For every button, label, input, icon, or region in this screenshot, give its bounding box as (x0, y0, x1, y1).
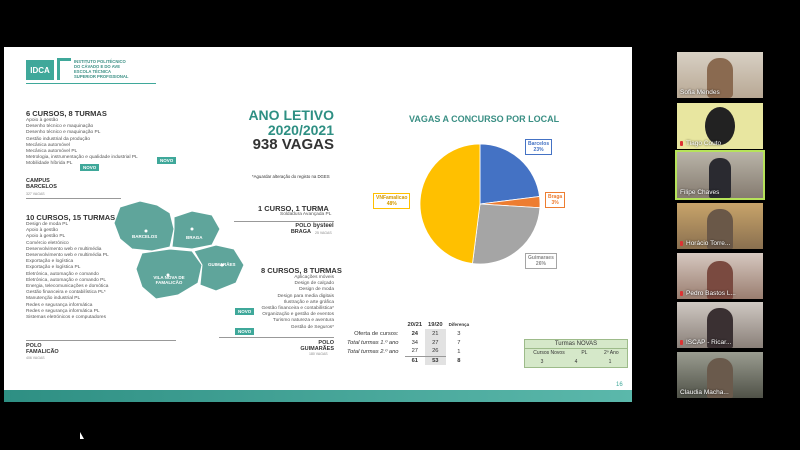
novas-header: PL (581, 350, 588, 356)
braga-course: Soldadura Avançada PL (280, 212, 332, 217)
stats-total-row (344, 356, 472, 365)
participant-tile-pedro[interactable] (677, 253, 763, 299)
title-note: *Aguardar alteração do registo na DGES (252, 174, 330, 179)
course-item: Aplicações móveis (294, 275, 334, 280)
turmas-novas-box (524, 339, 628, 368)
course-item: Apoio à gestão (26, 118, 59, 123)
novas-value: 4 (574, 359, 578, 365)
participant-name: ISCAP - Ricar... (686, 339, 732, 346)
participant-name: Tiago Couto (686, 140, 722, 147)
participant-name: Sofia Mendes (680, 89, 720, 96)
stats-row (344, 347, 472, 356)
turmas-novas-title: Turmas NOVAS (525, 340, 627, 349)
pie-label-pct: 23% (533, 147, 544, 153)
stats-cell: 7 (457, 339, 461, 346)
course-item: Organização e gestão de eventos (262, 312, 334, 318)
course-item: Energia, telecomunicações e domótica (26, 284, 109, 290)
novas-value: 3 (540, 359, 544, 365)
logo-line: DO CÁVADO E DO AVE (74, 64, 120, 69)
course-item: Sistemas eletrónicos e computadores (26, 315, 106, 321)
stats-header: 20/21 (407, 321, 423, 328)
course-item: Mobilidade híbrida PL (26, 161, 73, 167)
stats-cell: 24 (411, 330, 419, 337)
course-item: Desenho técnico e maquinação (26, 124, 94, 130)
map-region-barcelos (114, 201, 174, 251)
map-marker (191, 228, 194, 231)
course-item: Gestão financeira e contabilística* (261, 306, 334, 312)
course-item: Redes e segurança informática PL (26, 308, 100, 314)
course-item: Eletrónica, automação e comando PL (26, 277, 106, 283)
stats-cell: 8 (457, 357, 461, 364)
stats-label: Total turmas 1.º ano (347, 339, 399, 346)
muted-mic-icon (680, 340, 683, 345)
famalicao-course-list (26, 222, 109, 321)
polo-braga-vagas: 25 VAGAS (315, 231, 332, 235)
muted-mic-icon (680, 291, 683, 296)
course-item: Exportação e logística PL (26, 265, 81, 271)
course-item: Ilustração e arte gráfica (283, 299, 334, 305)
turmas-novas-headers (525, 349, 627, 358)
logo-line: INSTITUTO POLITÉCNICO (74, 59, 126, 64)
muted-mic-icon (680, 141, 683, 146)
slide-footer-bar (4, 390, 632, 402)
stats-label (344, 356, 405, 365)
course-item: Turismo natureza e aventura (272, 318, 334, 324)
course-item: Manutenção industrial PL (26, 296, 81, 302)
polo-famalicao-label: POLO FAMALICÃO (26, 343, 59, 355)
participant-tile-filipe[interactable] (677, 152, 763, 198)
course-item: Design de calçado (294, 281, 334, 287)
novo-badge: NOVO (157, 157, 176, 164)
region-map (112, 199, 247, 304)
pie-label-guimaraes (525, 253, 557, 269)
pie-label-braga (545, 192, 565, 208)
pie-label-name: VNFamalicao (376, 195, 408, 201)
stats-header: Diferença (448, 322, 470, 327)
course-item: Design de moda (299, 287, 334, 293)
logo-abbr: IDCA (30, 65, 50, 75)
course-item: Design para media digitais (277, 293, 334, 299)
course-item: Gestão industrial da produção (26, 136, 90, 142)
pie-label-pct: 48% (386, 201, 397, 207)
course-item: Desenvolvimento web e multimédia (26, 246, 102, 252)
title-line2: 2020/2021 (267, 122, 334, 138)
participant-tile-iscap[interactable] (677, 302, 763, 348)
muted-mic-icon (680, 241, 683, 246)
map-marker (145, 230, 148, 233)
pie-label-pct: 26% (535, 261, 546, 267)
stats-label: Total turmas 2.º ano (347, 348, 399, 355)
title-line1: ANO LETIVO (248, 107, 334, 123)
barcelos-heading: 6 CURSOS, 8 TURMAS (26, 109, 107, 118)
participant-tile-claudia[interactable] (677, 352, 763, 398)
bysteel-logo: bysteel (313, 223, 334, 229)
campus-barcelos-vagas: 327 VAGAS (26, 192, 45, 196)
mouse-cursor-icon (80, 432, 84, 439)
pie-label-famalicao (373, 193, 410, 209)
campus-barcelos-label: CAMPUS BARCELOS (26, 178, 57, 190)
map-label-famalicao: VILA NOVA DE FAMALICÃO (153, 275, 185, 285)
stats-cell: 26 (425, 347, 446, 356)
novas-value: 1 (608, 359, 612, 365)
course-item: Apoio à gestão (26, 228, 59, 234)
stats-row (344, 329, 472, 338)
page-number: 16 (616, 382, 623, 388)
stats-header: 19/20 (428, 321, 443, 328)
course-item: Design de moda PL (26, 222, 69, 227)
polo-guimaraes-vagas: 180 VAGAS (309, 352, 328, 356)
course-item: Gestão de Seguros* (290, 324, 334, 330)
leader-line (234, 221, 334, 222)
stats-cell: 21 (425, 329, 446, 338)
stats-label: Oferta de cursos: (354, 330, 399, 337)
stats-row (344, 338, 472, 347)
course-item: Mecânica automóvel (26, 142, 70, 148)
braga-heading: 1 CURSO, 1 TURMA (258, 204, 329, 213)
participant-tile-horacio[interactable] (677, 203, 763, 249)
leader-line (219, 337, 334, 338)
guimaraes-course-list (254, 275, 334, 331)
course-item: Desenvolvimento web e multimédia PL (26, 253, 109, 259)
pie-title: VAGAS A CONCURSO POR LOCAL (409, 114, 560, 124)
pie-label-name: Braga (548, 194, 563, 200)
title-line3: 938 VAGAS (252, 136, 334, 153)
pie-label-barcelos (525, 139, 552, 155)
participant-name: Filipe Chaves (680, 189, 720, 196)
leader-line (26, 340, 176, 341)
stats-table (344, 320, 472, 365)
stats-cell: 27 (411, 348, 419, 355)
leader-line (26, 198, 121, 199)
map-region-guimaraes (194, 245, 244, 291)
pie-label-name: Guimaraes (528, 255, 554, 261)
stats-cell: 61 (405, 356, 426, 365)
participant-tile-sofia[interactable] (677, 52, 763, 98)
stats-cell: 53 (425, 356, 446, 365)
stats-cell: 27 (425, 338, 446, 347)
shared-slide (4, 47, 632, 402)
pie-label-pct: 3% (551, 200, 559, 206)
novo-badge: NOVO (80, 164, 99, 171)
stats-cell: 34 (411, 339, 419, 346)
course-item: Desenho técnico e maquinação PL (26, 130, 101, 136)
map-label-barcelos: BARCELOS (132, 234, 158, 239)
participant-name: Claudia Macha... (680, 389, 729, 396)
pie-label-name: Barcelos (528, 141, 550, 147)
map-label-guimaraes: GUIMARÃES (208, 262, 236, 267)
novas-header: Cursos Novos (533, 350, 565, 356)
idca-logo (26, 60, 54, 80)
logo-divider (26, 83, 156, 84)
course-item: Comércio eletrónico (26, 240, 69, 246)
course-item: Metrologia, instrumentação e qualidade industrial PL (26, 155, 138, 161)
map-region-braga (172, 211, 220, 249)
course-item: Mecânica automóvel PL (26, 149, 78, 155)
participant-tile-tiago[interactable] (677, 103, 763, 149)
map-label-braga: BRAGA (186, 235, 203, 240)
course-item: Eletrónica, automação e comando (26, 271, 99, 277)
stats-header-row (344, 320, 472, 329)
stats-cell: 3 (457, 330, 461, 337)
stats-cell: 1 (457, 348, 461, 355)
course-item: Exportação e logística (26, 259, 74, 265)
logo-mark-icon (57, 58, 71, 80)
polo-braga-label: POLO BRAGA (290, 223, 311, 235)
course-item: Redes e segurança informática (26, 302, 93, 308)
course-item: Gestão financeira e contabilística PL* (26, 290, 106, 296)
guimaraes-heading: 8 CURSOS, 8 TURMAS (261, 266, 342, 275)
turmas-novas-values (525, 358, 627, 367)
pie-slice-vnfamalicao (420, 144, 480, 264)
participant-name: Pedro Bastos L... (686, 290, 736, 297)
logo-text (74, 59, 128, 79)
pie-chart (418, 142, 542, 266)
polo-famalicao-vagas: 406 VAGAS (26, 356, 45, 360)
polo-guimaraes-label: POLO GUIMARÃES (300, 340, 334, 352)
logo-line: SUPERIOR PROFISSIONAL (74, 74, 129, 79)
novo-badge: NOVO (235, 328, 254, 335)
famalicao-heading: 10 CURSOS, 15 TURMAS (26, 213, 116, 222)
novo-badge: NOVO (235, 308, 254, 315)
novas-header: 2º Ano (604, 350, 619, 356)
course-item: Apoio à gestão PL (26, 234, 66, 240)
logo-line: ESCOLA TÉCNICA (74, 69, 112, 74)
barcelos-course-list (26, 118, 138, 168)
participant-name: Horácio Torre... (686, 240, 731, 247)
